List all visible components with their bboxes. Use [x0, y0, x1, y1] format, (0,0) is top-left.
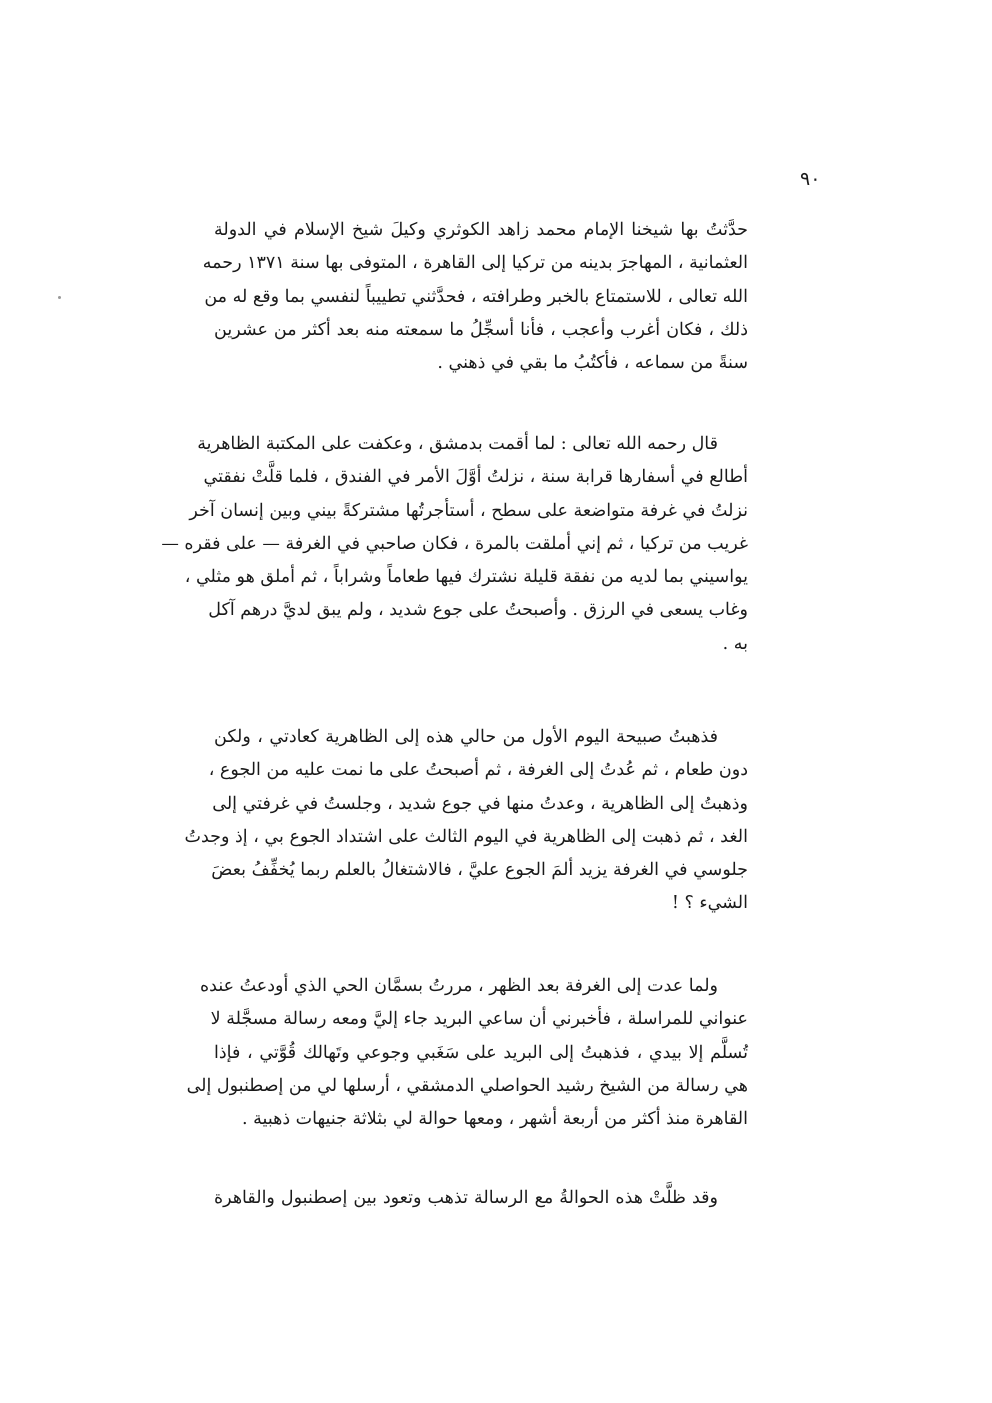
- text-line: وذهبتُ إلى الظاهرية ، وعدتُ منها في جوع شديد ، وجلستُ في غرفتي إلى: [212, 793, 748, 814]
- text-line: الغد ، ثم ذهبت إلى الظاهرية في اليوم الثالث على اشتداد الجوع بي ، إذ وجدتُ: [184, 826, 748, 847]
- text-line: وغاب يسعى في الرزق . وأصبحتُ على جوع شديد ، ولم يبق لديَّ درهم آكل: [208, 600, 748, 621]
- text-line: سنةً من سماعه ، فأكتُبُ ما بقي في ذهني .: [437, 353, 748, 374]
- scan-speck: [58, 296, 61, 299]
- text-line: جلوسي في الغرفة يزيد ألمَ الجوع عليَّ ، فالاشتغالُ بالعلم ربما يُخفِّفُ بعضَ: [211, 860, 748, 881]
- text-line: الله تعالى ، للاستمتاع بالخبر وطرافته ، فحدَّثني تطييباً لنفسي بما وقع له من: [204, 286, 748, 307]
- text-line: هي رسالة من الشيخ رشيد الحواصلي الدمشقي ، أرسلها لي من إصطنبول إلى: [186, 1075, 748, 1096]
- text-line: ولما عدت إلى الغرفة بعد الظهر ، مررتُ بسمَّان الحي الذي أودعتُ عنده: [199, 976, 718, 996]
- paragraph-2: [161, 428, 748, 661]
- paragraph-3: [184, 721, 748, 921]
- paragraph-1: [202, 214, 748, 380]
- text-line: وقد ظلَّتْ هذه الحوالةُ مع الرسالة تذهب وتعود بين إصطنبول والقاهرة: [214, 1188, 718, 1208]
- text-line: نزلتُ في غرفة متواضعة على سطح ، أستأجرتُها مشتركةً بيني وبين إنسان آخر: [189, 500, 748, 521]
- text-line: حدَّثتُ بها شيخنا الإمام محمد زاهد الكوثري وكيلَ شيخ الإسلام في الدولة: [214, 220, 748, 240]
- paragraph-5: [214, 1182, 748, 1215]
- text-line: عنواني للمراسلة ، فأخبرني أن ساعي البريد جاء إليَّ ومعه رسالة مسجَّلة لا: [210, 1009, 748, 1030]
- text-line: أطالع في أسفارها قرابة سنة ، نزلتُ أوَّلَ الأمر في الفندق ، فلما قلَّتْ نفقتي: [203, 467, 748, 488]
- text-line: ذلك ، فكان أغرب وأعجب ، فأنا أسجِّلُ ما سمعته منه بعد أكثر من عشرين: [214, 319, 748, 340]
- page-number: ٩٠: [800, 168, 821, 190]
- text-line: العثمانية ، المهاجرَ بدينه من تركيا إلى القاهرة ، المتوفى بها سنة ١٣٧١ رحمه: [202, 253, 748, 274]
- text-line: دون طعام ، ثم عُدتُ إلى الغرفة ، ثم أصبحتُ على ما نمت عليه من الجوع ،: [208, 760, 748, 781]
- text-line: يواسيني بما لديه من نفقة قليلة نشترك فيها طعاماً وشراباً ، ثم أملق هو مثلي ،: [184, 567, 748, 588]
- paragraph-4: [186, 970, 748, 1136]
- text-line: الشيء ؟ !: [671, 893, 748, 914]
- text-line: غريب من تركيا ، ثم إني أملقت بالمرة ، فكان صاحبي في الغرفة — على فقره —: [161, 533, 748, 554]
- text-line: به .: [722, 633, 748, 654]
- text-line: قال رحمه الله تعالى : لما أقمت بدمشق ، وعكفت على المكتبة الظاهرية: [197, 434, 718, 454]
- text-line: تُسلَّم إلا بيدي ، فذهبتُ إلى البريد على سَغَبي وجوعي وتَهالك قُوَّتي ، فإذا: [214, 1042, 748, 1063]
- text-line: فذهبتُ صبيحة اليوم الأول من حالي هذه إلى الظاهرية كعادتي ، ولكن: [214, 727, 718, 747]
- text-line: القاهرة منذ أكثر من أربعة أشهر ، ومعها حوالة لي بثلاثة جنيهات ذهبية .: [242, 1109, 748, 1130]
